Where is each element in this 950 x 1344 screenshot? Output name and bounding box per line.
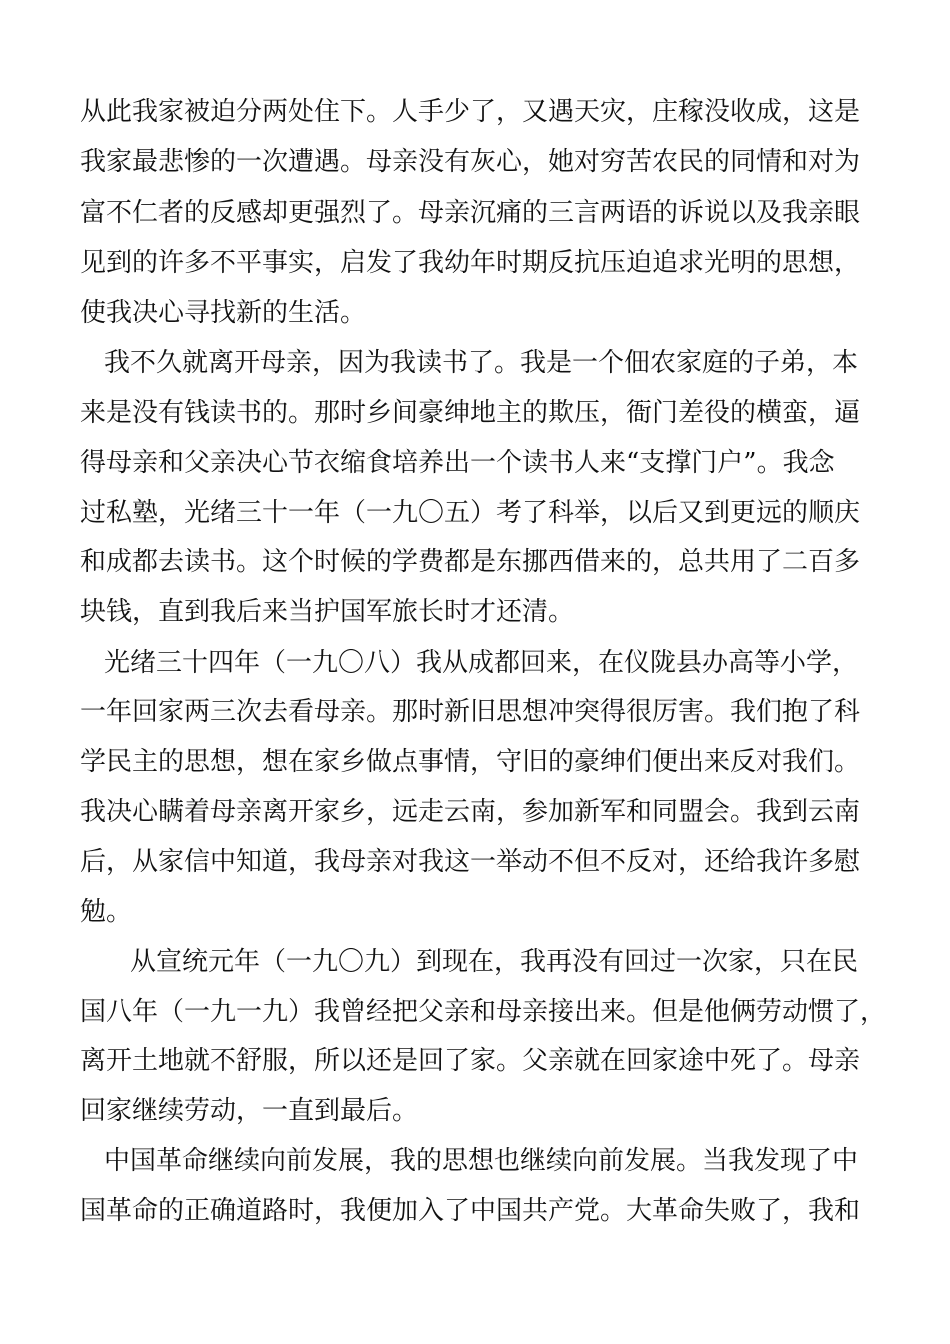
text-line: 和成都去读书。这个时候的学费都是东挪西借来的，总共用了二百多 [80,547,861,577]
paragraph-start-line: 光绪三十四年（一九〇八）我从成都回来，在仪陇县办高等小学， [104,648,859,678]
text-line: 后，从家信中知道，我母亲对我这一举动不但不反对，还给我许多慰 [80,847,861,877]
text-line: 学民主的思想，想在家乡做点事情，守旧的豪绅们便出来反对我们。 [80,747,861,777]
text-line: 富不仁者的反感却更强烈了。母亲沉痛的三言两语的诉说以及我亲眼 [80,198,861,228]
text-line: 从此我家被迫分两处住下。人手少了，又遇天灾，庄稼没收成，这是 [80,97,861,127]
text-line: 见到的许多不平事实，启发了我幼年时期反抗压迫追求光明的思想， [80,248,861,278]
text-line: 国革命的正确道路时，我便加入了中国共产党。大革命失败了，我和 [80,1196,861,1226]
text-line: 块钱，直到我后来当护国军旅长时才还清。 [80,597,575,627]
text-line: 来是没有钱读书的。那时乡间豪绅地主的欺压，衙门差役的横蛮，逼 [80,398,861,428]
text-line: 我决心瞒着母亲离开家乡，远走云南，参加新军和同盟会。我到云南 [80,797,861,827]
text-line: 勉。 [80,897,133,927]
paragraph-start-line: 我不久就离开母亲，因为我读书了。我是一个佃农家庭的子弟，本 [104,348,859,378]
text-line: 一年回家两三次去看母亲。那时新旧思想冲突得很厉害。我们抱了科 [80,697,861,727]
text-line: 过私塾，光绪三十一年（一九〇五）考了科举，以后又到更远的顺庆 [80,498,861,528]
text-line: 使我决心寻找新的生活。 [80,298,367,328]
text-line: 离开土地就不舒服，所以还是回了家。父亲就在回家途中死了。母亲 [80,1046,861,1076]
text-line: 国八年（一九一九）我曾经把父亲和母亲接出来。但是他俩劳动惯了， [80,997,887,1027]
text-line: 回家继续劳动，一直到最后。 [80,1096,419,1126]
text-line: 我家最悲惨的一次遭遇。母亲没有灰心，她对穷苦农民的同情和对为 [80,147,861,177]
paragraph-start-line: 中国革命继续向前发展，我的思想也继续向前发展。当我发现了中 [104,1146,859,1176]
paragraph-start-line: 从宣统元年（一九〇九）到现在，我再没有回过一次家，只在民 [130,947,859,977]
text-line: 得母亲和父亲决心节衣缩食培养出一个读书人来“支撑门户”。我念 [80,448,835,478]
